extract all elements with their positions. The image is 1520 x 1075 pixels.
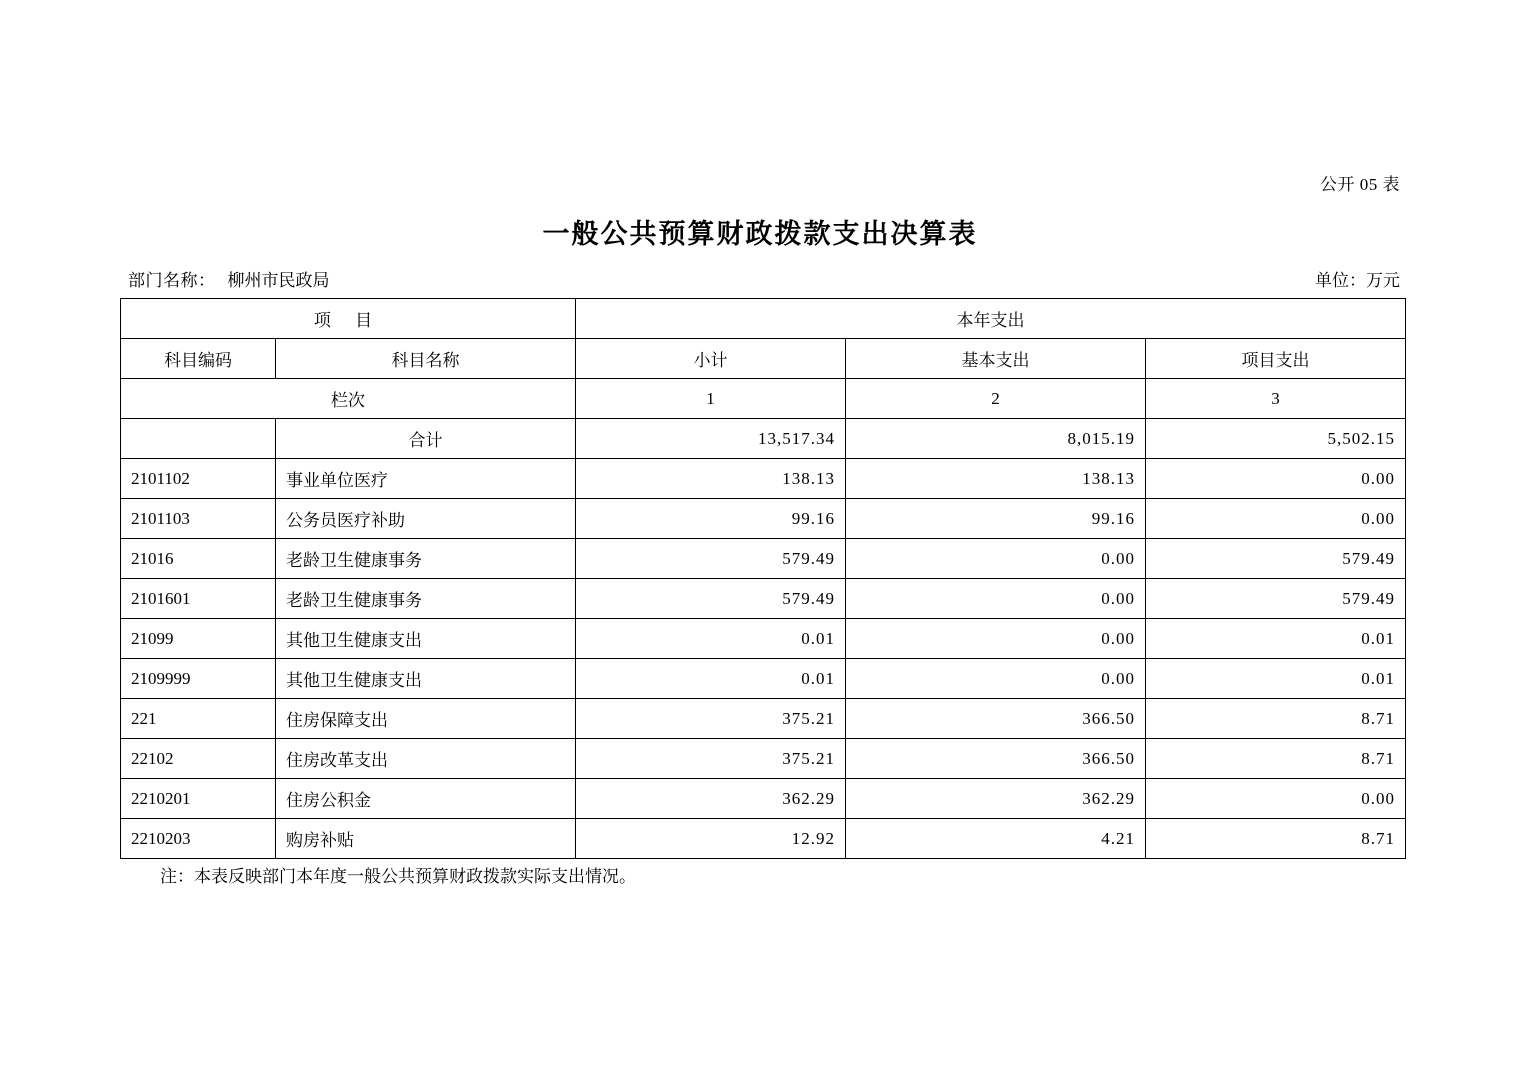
department-line <box>128 266 330 291</box>
total-label: 合计 <box>276 419 576 459</box>
header-column-label: 栏次 <box>121 379 576 419</box>
row-subtotal: 579.49 <box>576 579 846 619</box>
row-code: 2101103 <box>121 499 276 539</box>
row-subtotal: 0.01 <box>576 659 846 699</box>
row-project: 8.71 <box>1146 819 1406 859</box>
row-subtotal: 99.16 <box>576 499 846 539</box>
row-code: 2101102 <box>121 459 276 499</box>
header-year-expense: 本年支出 <box>576 299 1406 339</box>
table-row <box>121 819 1406 859</box>
row-subtotal: 579.49 <box>576 539 846 579</box>
row-subtotal: 138.13 <box>576 459 846 499</box>
row-basic: 4.21 <box>846 819 1146 859</box>
budget-expenditure-table <box>120 298 1406 859</box>
total-project: 5,502.15 <box>1146 419 1406 459</box>
row-code: 21016 <box>121 539 276 579</box>
row-basic: 99.16 <box>846 499 1146 539</box>
row-name: 老龄卫生健康事务 <box>276 579 576 619</box>
table-header-row-2 <box>121 339 1406 379</box>
row-subtotal: 362.29 <box>576 779 846 819</box>
row-name: 其他卫生健康支出 <box>276 619 576 659</box>
row-project: 579.49 <box>1146 539 1406 579</box>
row-project: 0.01 <box>1146 659 1406 699</box>
unit-label: 单位：万元 <box>1315 271 1400 290</box>
row-code: 2101601 <box>121 579 276 619</box>
table-row <box>121 619 1406 659</box>
row-name: 购房补贴 <box>276 819 576 859</box>
header-name: 科目名称 <box>276 339 576 379</box>
row-project: 0.00 <box>1146 459 1406 499</box>
row-basic: 0.00 <box>846 619 1146 659</box>
table-header-row-3 <box>121 379 1406 419</box>
row-name: 老龄卫生健康事务 <box>276 539 576 579</box>
row-project: 8.71 <box>1146 699 1406 739</box>
table-row <box>121 539 1406 579</box>
header-project: 项目支出 <box>1146 339 1406 379</box>
row-project: 0.00 <box>1146 779 1406 819</box>
header-col-1: 1 <box>576 379 846 419</box>
row-name: 事业单位医疗 <box>276 459 576 499</box>
page-title: 一般公共预算财政拨款支出决算表 <box>542 219 978 249</box>
row-basic: 366.50 <box>846 739 1146 779</box>
form-code: 公开 05 表 <box>1320 175 1400 194</box>
row-code: 2210203 <box>121 819 276 859</box>
header-basic: 基本支出 <box>846 339 1146 379</box>
table-note: 注：本表反映部门本年度一般公共预算财政拨款实际支出情况。 <box>160 867 636 886</box>
header-code: 科目编码 <box>121 339 276 379</box>
header-col-3: 3 <box>1146 379 1406 419</box>
row-project: 579.49 <box>1146 579 1406 619</box>
table-row <box>121 699 1406 739</box>
row-subtotal: 12.92 <box>576 819 846 859</box>
row-code: 2109999 <box>121 659 276 699</box>
row-name: 住房保障支出 <box>276 699 576 739</box>
row-project: 0.00 <box>1146 499 1406 539</box>
total-subtotal: 13,517.34 <box>576 419 846 459</box>
row-project: 8.71 <box>1146 739 1406 779</box>
header-item-group: 项 目 <box>121 299 576 339</box>
row-basic: 138.13 <box>846 459 1146 499</box>
row-basic: 0.00 <box>846 659 1146 699</box>
total-basic: 8,015.19 <box>846 419 1146 459</box>
row-name: 其他卫生健康支出 <box>276 659 576 699</box>
header-col-2: 2 <box>846 379 1146 419</box>
row-code: 2210201 <box>121 779 276 819</box>
row-project: 0.01 <box>1146 619 1406 659</box>
row-subtotal: 375.21 <box>576 699 846 739</box>
table-row <box>121 659 1406 699</box>
table-row <box>121 739 1406 779</box>
table-row <box>121 579 1406 619</box>
row-code: 21099 <box>121 619 276 659</box>
department-value: 柳州市民政局 <box>227 271 330 290</box>
row-name: 公务员医疗补助 <box>276 499 576 539</box>
department-label: 部门名称： <box>128 271 216 290</box>
row-basic: 0.00 <box>846 539 1146 579</box>
row-basic: 366.50 <box>846 699 1146 739</box>
table-header-row-1 <box>121 299 1406 339</box>
header-subtotal: 小计 <box>576 339 846 379</box>
row-name: 住房公积金 <box>276 779 576 819</box>
table-row-total <box>121 419 1406 459</box>
table-row <box>121 779 1406 819</box>
total-code <box>121 419 276 459</box>
row-code: 221 <box>121 699 276 739</box>
row-name: 住房改革支出 <box>276 739 576 779</box>
table-row <box>121 459 1406 499</box>
row-code: 22102 <box>121 739 276 779</box>
table-row <box>121 499 1406 539</box>
row-subtotal: 375.21 <box>576 739 846 779</box>
row-subtotal: 0.01 <box>576 619 846 659</box>
row-basic: 0.00 <box>846 579 1146 619</box>
row-basic: 362.29 <box>846 779 1146 819</box>
